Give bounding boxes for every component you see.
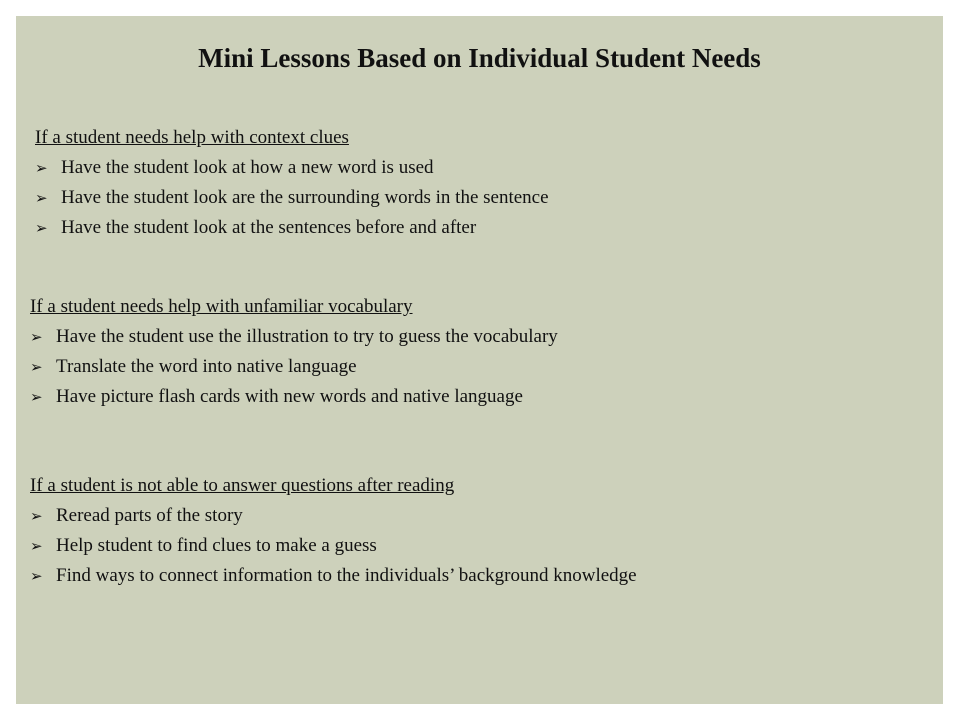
list-item (35, 183, 549, 213)
arrow-bullet-icon: ➢ (30, 358, 43, 376)
arrow-bullet-icon: ➢ (30, 328, 43, 346)
list-item (30, 561, 637, 591)
list-item-text: Help student to find clues to make a guess (56, 535, 377, 556)
list-item-text: Have the student look at the sentences before and after (61, 217, 477, 238)
list-item-text: Have the student use the illustration to try to guess the vocabulary (56, 326, 558, 347)
list-item (30, 531, 637, 561)
arrow-bullet-icon: ➢ (35, 219, 48, 237)
list-item (30, 352, 558, 382)
list-item (30, 501, 637, 531)
list-item-text: Have the student look at how a new word is used (61, 157, 434, 178)
arrow-bullet-icon: ➢ (35, 159, 48, 177)
section-context-clues (35, 123, 549, 243)
list-item-text: Have picture flash cards with new words and native language (56, 386, 523, 407)
list-item-text: Translate the word into native language (56, 356, 357, 377)
slide-title: Mini Lessons Based on Individual Student Needs (198, 43, 761, 73)
section-unfamiliar-vocabulary (30, 292, 558, 412)
arrow-bullet-icon: ➢ (30, 507, 43, 525)
slide (16, 16, 943, 704)
arrow-bullet-icon: ➢ (35, 189, 48, 207)
section-heading: If a student is not able to answer questions after reading (30, 475, 455, 496)
list-item (35, 153, 549, 183)
arrow-bullet-icon: ➢ (30, 388, 43, 406)
list-item-text: Have the student look are the surrounding words in the sentence (61, 187, 549, 208)
list-item (30, 322, 558, 352)
list-item-text: Find ways to connect information to the individuals’ background knowledge (56, 565, 637, 586)
arrow-bullet-icon: ➢ (30, 537, 43, 555)
section-answer-questions (30, 471, 637, 591)
list-item (35, 213, 549, 243)
list-item-text: Reread parts of the story (56, 505, 243, 526)
arrow-bullet-icon: ➢ (30, 567, 43, 585)
section-heading: If a student needs help with unfamiliar vocabulary (30, 296, 413, 317)
list-item (30, 382, 558, 412)
section-heading: If a student needs help with context clues (35, 127, 349, 148)
